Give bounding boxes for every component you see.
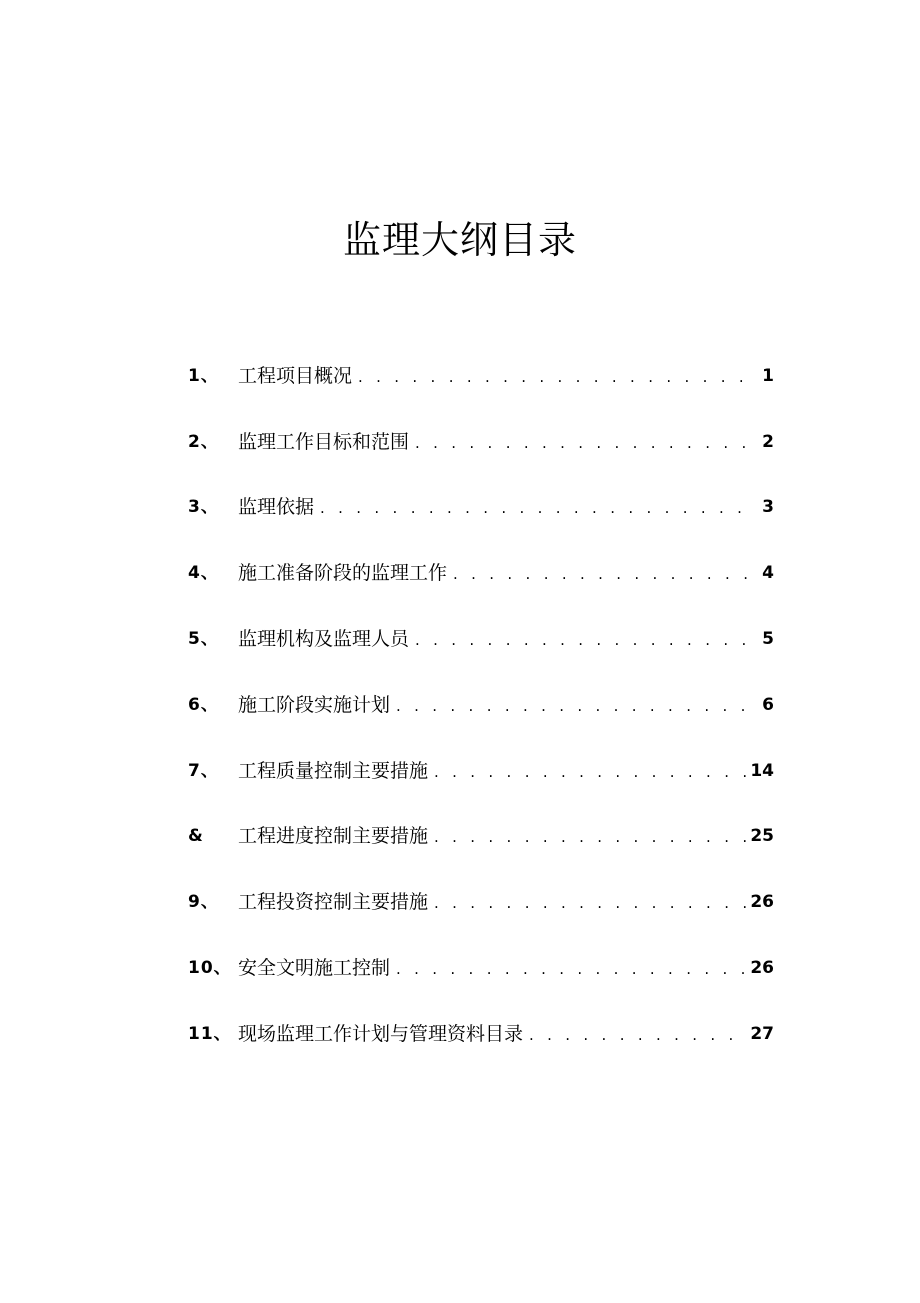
toc-entry-number: 7、 [188,760,219,781]
toc-entry-title: 监理依据 [238,496,315,519]
toc-entry[interactable] [188,343,774,409]
toc-entry-title: 工程项目概况 [238,364,353,387]
toc-entry-title: 安全文明施工控制 [238,957,391,980]
page-title: 监理大纲目录 [342,218,577,263]
dot-leader [396,693,750,717]
toc-entry-page: 3 [762,497,774,518]
toc-entry-page: 14 [750,760,774,781]
dot-leader [396,956,746,980]
toc-entry-page: 4 [762,563,774,584]
toc-entry-title: 工程投资控制主要措施 [238,891,429,914]
toc-entry[interactable] [188,672,774,738]
toc-entry[interactable] [188,409,774,475]
table-of-contents [188,343,774,1067]
dot-leader [358,364,750,388]
toc-entry-number: 10、 [188,958,232,979]
toc-entry-number: 1、 [188,365,219,386]
toc-entry-title: 施工阶段实施计划 [238,693,391,716]
toc-entry-title: 工程进度控制主要措施 [238,825,429,848]
toc-entry[interactable] [188,606,774,672]
toc-entry-page: 26 [750,958,774,979]
toc-entry-page: 2 [762,431,774,452]
toc-entry-number: & [188,826,204,847]
toc-entry[interactable] [188,738,774,804]
toc-entry-number: 6、 [188,694,219,715]
toc-entry-title: 监理机构及监理人员 [238,628,410,651]
toc-entry-title: 施工准备阶段的监理工作 [238,562,448,585]
dot-leader [434,759,746,783]
dot-leader [434,890,746,914]
toc-entry-number: 4、 [188,563,219,584]
dot-leader [453,561,750,585]
dot-leader [320,495,750,519]
dot-leader [415,430,750,454]
toc-entry-number: 11、 [188,1023,232,1044]
toc-entry[interactable] [188,540,774,606]
toc-entry[interactable] [188,1001,774,1067]
toc-entry[interactable] [188,935,774,1001]
toc-entry-number: 2、 [188,431,219,452]
toc-entry-page: 26 [750,892,774,913]
toc-entry-page: 5 [762,629,774,650]
toc-entry-title: 工程质量控制主要措施 [238,759,429,782]
dot-leader [529,1022,746,1046]
toc-entry[interactable] [188,475,774,541]
toc-entry-title: 现场监理工作计划与管理资料目录 [238,1022,524,1045]
toc-entry-page: 27 [750,1023,774,1044]
dot-leader [415,627,750,651]
toc-entry-page: 1 [762,365,774,386]
toc-entry-number: 5、 [188,629,219,650]
toc-entry-page: 6 [762,694,774,715]
dot-leader [434,824,746,848]
toc-entry-title: 监理工作目标和范围 [238,430,410,453]
toc-entry[interactable] [188,804,774,870]
toc-entry-page: 25 [750,826,774,847]
toc-entry[interactable] [188,869,774,935]
toc-entry-number: 3、 [188,497,219,518]
toc-entry-number: 9、 [188,892,219,913]
